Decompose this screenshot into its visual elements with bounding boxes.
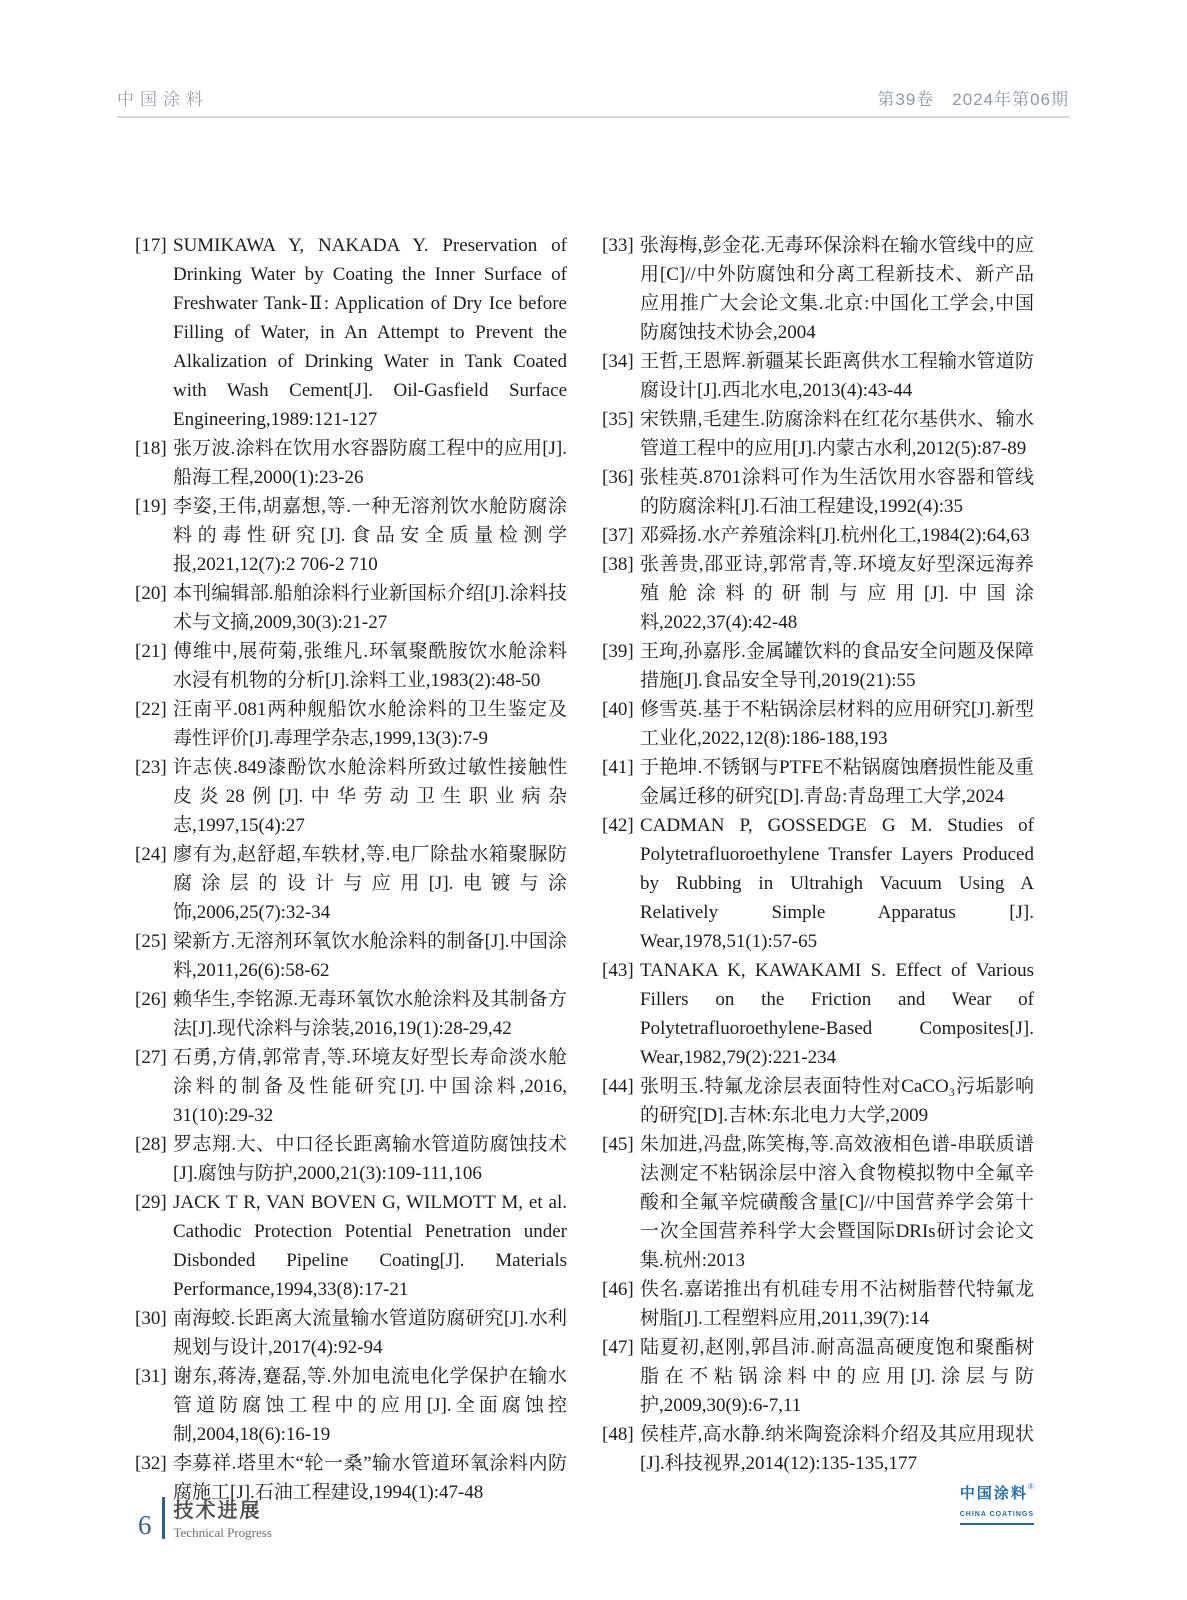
journal-name: 中国涂料 [117, 90, 209, 109]
reference-item [135, 840, 567, 927]
reference-item [135, 1304, 567, 1362]
reference-number: [45] [602, 1134, 634, 1155]
reference-item [135, 492, 567, 579]
reference-number: [37] [602, 525, 634, 546]
reference-number: [34] [602, 351, 634, 372]
reference-text: 梁新方.无溶剂环氧饮水舱涂料的制备[J].中国涂料,2011,26(6):58-62 [173, 931, 567, 981]
reference-number: [32] [135, 1453, 167, 1474]
reference-item [135, 985, 567, 1043]
reference-item [602, 231, 1034, 347]
reference-item [602, 1420, 1034, 1478]
reference-text: 佚名.嘉诺推出有机硅专用不沾树脂替代特氟龙树脂[J].工程塑料应用,2011,39(7):14 [640, 1279, 1034, 1329]
reference-item [602, 637, 1034, 695]
reference-text: TANAKA K, KAWAKAMI S. Effect of Various Fillers on the Friction and Wear of Polytetrafluoroethylene-Based Composites[J]. Wear,1982,79(2):221-234 [640, 960, 1034, 1068]
reference-item [135, 1043, 567, 1130]
reference-text: 傅维中,展荷菊,张维凡.环氧聚酰胺饮水舱涂料水浸有机物的分析[J].涂料工业,1983(2):48-50 [173, 641, 567, 691]
reference-number: [40] [602, 699, 634, 720]
reference-text: 汪南平.081两种舰船饮水舱涂料的卫生鉴定及毒性评价[J].毒理学杂志,1999,13(3):7-9 [173, 699, 567, 749]
reference-text: 赖华生,李铭源.无毒环氧饮水舱涂料及其制备方法[J].现代涂料与涂装,2016,19(1):28-29,42 [173, 989, 567, 1039]
reference-text: 罗志翔.大、中口径长距离输水管道防腐蚀技术[J].腐蚀与防护,2000,21(3):109-111,106 [173, 1134, 567, 1184]
issue-info: 第39卷 2024年第06期 [877, 90, 1069, 109]
footer-section-title-en: Technical Progress [173, 1525, 272, 1540]
footer-section-titles [174, 1494, 272, 1541]
reference-item [135, 231, 567, 434]
reference-number: [25] [135, 931, 167, 952]
publisher-logo-text-cn: 中国涂料 [959, 1485, 1028, 1502]
reference-text: 张万波.涂料在饮用水容器防腐工程中的应用[J].船海工程,2000(1):23-26 [173, 438, 567, 488]
reference-item [602, 956, 1034, 1072]
reference-item [602, 463, 1034, 521]
reference-text: 谢东,蒋涛,蹇磊,等.外加电流电化学保护在输水管道防腐蚀工程中的应用[J].全面腐蚀控制,2004,18(6):16-19 [173, 1366, 567, 1445]
reference-item [602, 550, 1034, 637]
reference-text: 张海梅,彭金花.无毒环保涂料在输水管线中的应用[C]//中外防腐蚀和分离工程新技术、新产品应用推广大会论文集.北京:中国化工学会,中国防腐蚀技术协会,2004 [640, 235, 1034, 343]
reference-text: 侯桂芹,高水静.纳米陶瓷涂料介绍及其应用现状[J].科技视界,2014(12):135-135,177 [640, 1424, 1034, 1474]
reference-number: [19] [135, 496, 167, 517]
reference-number: [38] [602, 554, 634, 575]
reference-item [135, 637, 567, 695]
reference-number: [47] [602, 1337, 634, 1358]
reference-number: [28] [135, 1134, 167, 1155]
reference-text: 李姿,王伟,胡嘉想,等.一种无溶剂饮水舱防腐涂料的毒性研究[J].食品安全质量检测学报,2021,12(7):2 706-2 710 [173, 496, 567, 575]
reference-text: 王哲,王恩辉.新疆某长距离供水工程输水管道防腐设计[J].西北水电,2013(4):43-44 [640, 351, 1034, 401]
publisher-logo [602, 1482, 1034, 1525]
reference-text: 王珣,孙嘉彤.金属罐饮料的食品安全问题及保障措施[J].食品安全导刊,2019(21):55 [640, 641, 1034, 691]
references-column-right [602, 231, 1034, 1525]
reference-text: 李募祥.塔里木“轮一桑”输水管道环氧涂料内防腐施工[J].石油工程建设,1994(1):47-48 [173, 1453, 567, 1503]
reference-item [602, 811, 1034, 956]
reference-text: 宋铁鼎,毛建生.防腐涂料在红花尔基供水、输水管道工程中的应用[J].内蒙古水利,2012(5):87-89 [640, 409, 1034, 459]
reference-number: [30] [135, 1308, 167, 1329]
reference-item [135, 753, 567, 840]
reference-text: 修雪英.基于不粘锅涂层材料的应用研究[J].新型工业化,2022,12(8):186-188,193 [640, 699, 1034, 749]
reference-item [135, 695, 567, 753]
reference-number: [33] [602, 235, 634, 256]
footer-section-title: 技术进展 [173, 1500, 262, 1522]
reference-number: [31] [135, 1366, 167, 1387]
reference-number: [43] [602, 960, 634, 981]
reference-text: 本刊编辑部.船舶涂料行业新国标介绍[J].涂料技术与文摘,2009,30(3):21-27 [173, 583, 567, 633]
reference-number: [26] [135, 989, 167, 1010]
page-footer [138, 1494, 272, 1541]
reference-number: [20] [135, 583, 167, 604]
registered-trademark-icon: ® [1027, 1482, 1034, 1491]
reference-text: 张善贵,邵亚诗,郭常青,等.环境友好型深远海养殖舱涂料的研制与应用[J].中国涂料,2022,37(4):42-48 [640, 554, 1034, 633]
reference-item [602, 405, 1034, 463]
reference-number: [44] [602, 1076, 634, 1097]
reference-text: 许志侠.849漆酚饮水舱涂料所致过敏性接触性皮炎28例[J].中华劳动卫生职业病杂志,1997,15(4):27 [173, 757, 567, 836]
reference-item [135, 1362, 567, 1449]
reference-number: [46] [602, 1279, 634, 1300]
reference-item [602, 1130, 1034, 1275]
reference-text: 张桂英.8701涂料可作为生活饮用水容器和管线的防腐涂料[J].石油工程建设,1992(4):35 [640, 467, 1034, 517]
reference-text: 于艳坤.不锈钢与PTFE不粘锅腐蚀磨损性能及重金属迁移的研究[D].青岛:青岛理工大学,2024 [640, 757, 1034, 807]
reference-text: CADMAN P, GOSSEDGE G M. Studies of Polytetrafluoroethylene Transfer Layers Produced by Rubbing in Ultrahigh Vacuum Using A Relatively Simple Apparatus [J]. Wear,1978,51(1):57-65 [640, 815, 1034, 952]
reference-item [602, 695, 1034, 753]
reference-item [602, 347, 1034, 405]
reference-number: [24] [135, 844, 167, 865]
reference-item [135, 579, 567, 637]
reference-number: [29] [135, 1192, 167, 1213]
page-number: 6 [138, 1510, 152, 1540]
reference-text: 石勇,方倩,郭常青,等.环境友好型长寿命淡水舱涂料的制备及性能研究[J].中国涂料,2016, 31(10):29-32 [173, 1047, 567, 1126]
page-header [117, 78, 1069, 118]
footer-divider-bar [162, 1497, 165, 1539]
reference-number: [41] [602, 757, 634, 778]
references-section [135, 231, 1035, 1525]
reference-number: [48] [602, 1424, 634, 1445]
reference-item [135, 1130, 567, 1188]
reference-number: [23] [135, 757, 167, 778]
reference-number: [18] [135, 438, 167, 459]
reference-number: [22] [135, 699, 167, 720]
reference-number: [21] [135, 641, 167, 662]
reference-item [602, 521, 1034, 550]
reference-text: 张明玉.特氟龙涂层表面特性对CaCO₃污垢影响的研究[D].吉林:东北电力大学,2009 [640, 1076, 1034, 1126]
reference-text: 南海蛟.长距离大流量输水管道防腐研究[J].水利规划与设计,2017(4):92-94 [173, 1308, 567, 1358]
reference-text: 陆夏初,赵刚,郭昌沛.耐高温高硬度饱和聚酯树脂在不粘锅涂料中的应用[J].涂层与防护,2009,30(9):6-7,11 [640, 1337, 1034, 1416]
reference-text: JACK T R, VAN BOVEN G, WILMOTT M, et al. Cathodic Protection Potential Penetration under Disbonded Pipeline Coating[J]. Materials Performance,1994,33(8):17-21 [173, 1192, 567, 1300]
reference-number: [36] [602, 467, 634, 488]
reference-number: [17] [135, 235, 167, 256]
reference-item [135, 434, 567, 492]
reference-item [602, 1072, 1034, 1130]
reference-text: SUMIKAWA Y, NAKADA Y. Preservation of Drinking Water by Coating the Inner Surface of Freshwater Tank-Ⅱ: Application of Dry Ice before Filling of Water, in An Attempt to Prevent the Alkalization of Drinking Water in Tank Coated with Wash Cement[J]. Oil-Gasfield Surface Engineering,1989:121-127 [173, 235, 567, 430]
reference-number: [35] [602, 409, 634, 430]
reference-number: [42] [602, 815, 634, 836]
reference-item [602, 1333, 1034, 1420]
reference-text: 邓舜扬.水产养殖涂料[J].杭州化工,1984(2):64,63 [640, 525, 1030, 546]
references-column-left [135, 231, 567, 1525]
reference-item [602, 753, 1034, 811]
publisher-logo-text-en: CHINA COATINGS [959, 1511, 1034, 1518]
reference-text: 廖有为,赵舒超,车轶材,等.电厂除盐水箱聚脲防腐涂层的设计与应用[J].电镀与涂饰,2006,25(7):32-34 [173, 844, 567, 923]
reference-item [135, 1188, 567, 1304]
reference-item [135, 927, 567, 985]
reference-text: 朱加进,冯盘,陈笑梅,等.高效液相色谱-串联质谱法测定不粘锅涂层中溶入食物模拟物中全氟辛酸和全氟辛烷磺酸含量[C]//中国营养学会第十一次全国营养科学大会暨国际DRIs研讨会论文集.杭州:2013 [640, 1134, 1034, 1271]
reference-number: [27] [135, 1047, 167, 1068]
publisher-logo-inner [960, 1482, 1034, 1525]
reference-item [602, 1275, 1034, 1333]
reference-number: [39] [602, 641, 634, 662]
